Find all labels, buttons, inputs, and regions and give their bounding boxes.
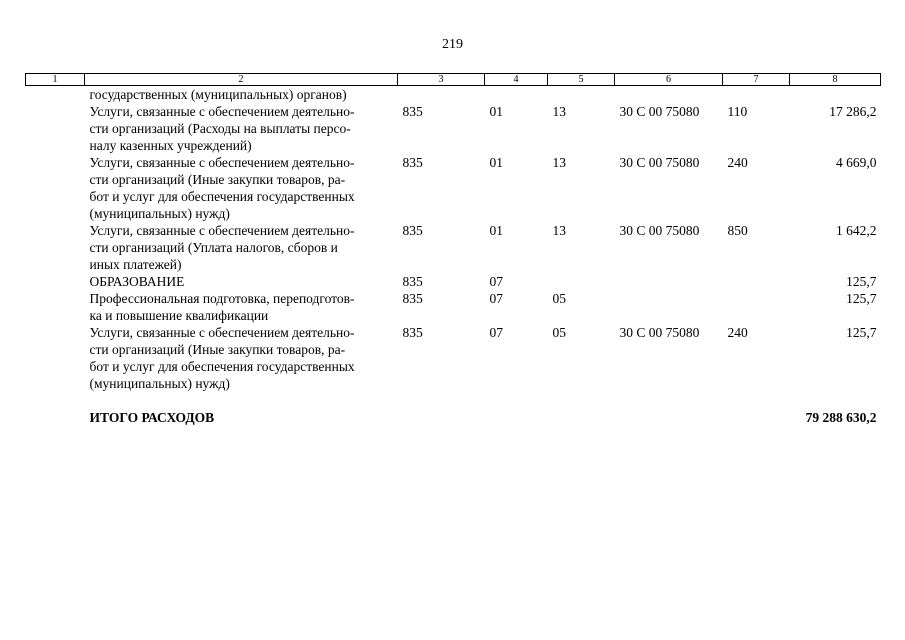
- expense-name-line: Услуги, связанные с обеспечением деятельно-: [89, 223, 355, 238]
- cell-expense-type: 850: [727, 223, 748, 238]
- cell-subsection-code: 05: [552, 291, 566, 306]
- cell-section-code: 01: [489, 104, 503, 119]
- table-body: [26, 86, 881, 427]
- table-row: [26, 290, 881, 324]
- spacer-row: [26, 392, 881, 409]
- cell-ministry-code: [398, 86, 485, 104]
- cell-col-1: [26, 273, 85, 290]
- cell-target-article: [615, 273, 723, 290]
- header-row: [26, 74, 881, 86]
- expense-name-line: Услуги, связанные с обеспечением деятельно-: [89, 104, 355, 119]
- expense-name-line: Профессиональная подготовка, переподготов-: [89, 291, 355, 306]
- expense-name-line: сти организаций (Иные закупки товаров, ра-: [89, 342, 346, 357]
- expense-name-line: бот и услуг для обеспечения государственных: [89, 189, 355, 204]
- cell-section-code: 01: [489, 223, 503, 238]
- cell-empty: [615, 409, 723, 426]
- header-col-6: 6: [615, 74, 723, 86]
- cell-ministry-code: 835: [402, 291, 423, 306]
- cell-amount: 4 669,0: [836, 155, 877, 170]
- cell-section-code: [485, 86, 548, 104]
- cell-ministry-code: 835: [402, 155, 423, 170]
- cell-expense-name: [85, 324, 398, 392]
- cell-subsection-code: 13: [552, 223, 566, 238]
- cell-col-1: [26, 409, 85, 426]
- cell-target-article: 30 С 00 75080: [619, 223, 700, 238]
- cell-expense-type: [723, 273, 790, 290]
- cell-col-1: [26, 86, 85, 104]
- cell-empty: [548, 409, 615, 426]
- expense-name-line: (муниципальных) нужд): [89, 206, 230, 221]
- cell-target-article: 30 С 00 75080: [619, 104, 700, 119]
- cell-expense-name: [85, 86, 398, 104]
- table-row: [26, 222, 881, 273]
- cell-expense-name: [85, 154, 398, 222]
- expense-name-line: ка и повышение квалификации: [89, 308, 269, 323]
- cell-amount: 125,7: [846, 325, 877, 340]
- cell-amount: 1 642,2: [836, 223, 877, 238]
- cell-amount: 17 286,2: [829, 104, 877, 119]
- expense-name-line: Услуги, связанные с обеспечением деятельно-: [89, 155, 355, 170]
- cell-expense-type: [723, 290, 790, 324]
- cell-expense-type: 240: [727, 155, 748, 170]
- cell-amount: [790, 86, 881, 104]
- cell-col-1: [26, 324, 85, 392]
- expense-name-line: ОБРАЗОВАНИЕ: [89, 274, 185, 289]
- cell-subsection-code: 05: [552, 325, 566, 340]
- expense-name-line: государственных (муниципальных) органов): [89, 87, 347, 102]
- cell-target-article: [615, 86, 723, 104]
- cell-subsection-code: 13: [552, 104, 566, 119]
- cell-col-1: [26, 103, 85, 154]
- total-row: [26, 409, 881, 426]
- cell-section-code: 07: [489, 325, 503, 340]
- header-col-1: 1: [26, 74, 85, 86]
- table-row: [26, 324, 881, 392]
- cell-col-1: [26, 222, 85, 273]
- expense-name-line: сти организаций (Расходы на выплаты персо-: [89, 121, 351, 136]
- header-col-8: 8: [790, 74, 881, 86]
- header-col-4: 4: [485, 74, 548, 86]
- cell-ministry-code: 835: [402, 274, 423, 289]
- cell-section-code: 01: [489, 155, 503, 170]
- cell-expense-type: 110: [727, 104, 748, 119]
- expense-name-line: сти организаций (Уплата налогов, сборов и: [89, 240, 338, 255]
- cell-section-code: 07: [489, 274, 503, 289]
- expense-name-line: Услуги, связанные с обеспечением деятельно-: [89, 325, 355, 340]
- expense-name-line: иных платежей): [89, 257, 182, 272]
- cell-col-1: [26, 154, 85, 222]
- budget-table: [25, 73, 881, 426]
- page-number: 219: [442, 37, 463, 52]
- table-header: [26, 74, 881, 86]
- cell-target-article: [615, 290, 723, 324]
- cell-amount: 125,7: [846, 291, 877, 306]
- table-row: [26, 273, 881, 290]
- spacer-cell: [26, 392, 881, 409]
- header-col-7: 7: [723, 74, 790, 86]
- total-label: ИТОГО РАСХОДОВ: [89, 410, 215, 425]
- expense-name-line: налу казенных учреждений): [89, 138, 252, 153]
- cell-subsection-code: [548, 86, 615, 104]
- expense-name-line: (муниципальных) нужд): [89, 376, 230, 391]
- cell-subsection-code: 13: [552, 155, 566, 170]
- cell-expense-name: [85, 103, 398, 154]
- cell-target-article: 30 С 00 75080: [619, 325, 700, 340]
- cell-expense-name: [85, 222, 398, 273]
- total-value: 79 288 630,2: [805, 410, 877, 425]
- cell-expense-type: 240: [727, 325, 748, 340]
- cell-ministry-code: 835: [402, 325, 423, 340]
- cell-empty: [398, 409, 485, 426]
- cell-section-code: 07: [489, 291, 503, 306]
- cell-subsection-code: [548, 273, 615, 290]
- header-col-2: 2: [85, 74, 398, 86]
- cell-ministry-code: 835: [402, 223, 423, 238]
- cell-expense-type: [723, 86, 790, 104]
- cell-expense-name: [85, 290, 398, 324]
- header-col-5: 5: [548, 74, 615, 86]
- cell-col-1: [26, 290, 85, 324]
- header-col-3: 3: [398, 74, 485, 86]
- cell-empty: [485, 409, 548, 426]
- cell-expense-name: [85, 273, 398, 290]
- cell-amount: 125,7: [846, 274, 877, 289]
- table-row: [26, 86, 881, 104]
- cell-empty: [723, 409, 790, 426]
- expense-name-line: сти организаций (Иные закупки товаров, ра-: [89, 172, 346, 187]
- table-row: [26, 103, 881, 154]
- cell-target-article: 30 С 00 75080: [619, 155, 700, 170]
- cell-ministry-code: 835: [402, 104, 423, 119]
- table-row: [26, 154, 881, 222]
- expense-name-line: бот и услуг для обеспечения государственных: [89, 359, 355, 374]
